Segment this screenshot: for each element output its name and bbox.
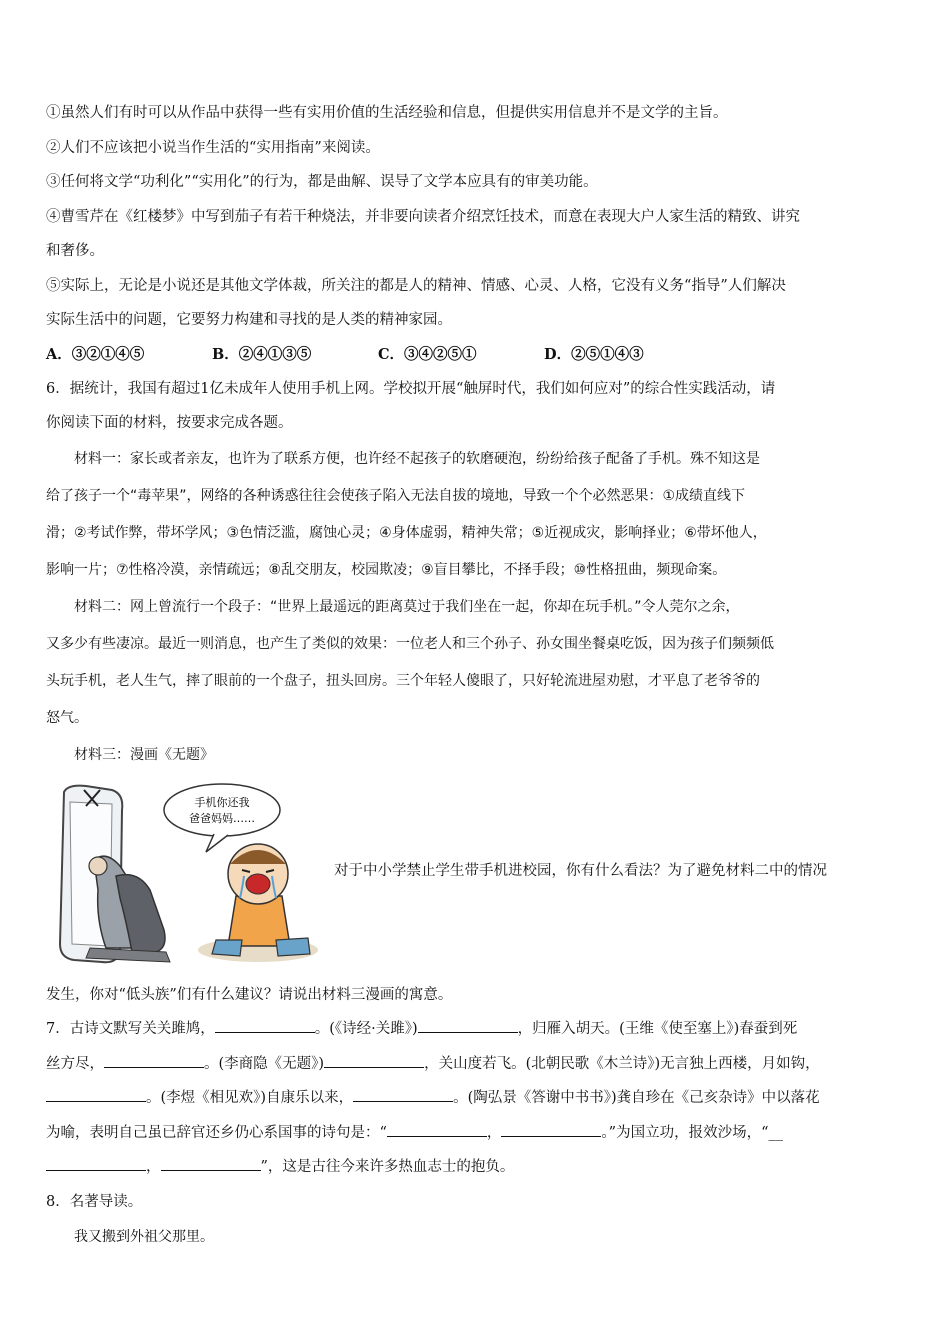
material-1-line3: 滑；②考试作弊，带坏学风；③色情泛滥，腐蚀心灵；④身体虚弱，精神失常；⑤近视成灾，影响择业；⑥带坏他人， <box>46 524 767 541</box>
blank-1[interactable] <box>215 1018 315 1033</box>
q7-text-9: 为喻，表明自己虽已辞官还乡仍心系国事的诗句是：“ <box>46 1124 387 1141</box>
comic-row <box>46 774 910 978</box>
material-2-line2: 又多少有些凄凉。最近一则消息，也产生了类似的效果：一位老人和三个孙子、孙女围坐餐桌吃饭，因为孩子们频频低 <box>46 635 774 652</box>
q7-text-12: ， <box>146 1159 161 1175</box>
q7-text-10: ， <box>486 1124 502 1141</box>
comic-illustration <box>46 780 330 972</box>
q7-text-5: 。(李商隐《无题》) <box>204 1055 325 1072</box>
statement-list <box>46 96 910 338</box>
blank-7[interactable] <box>387 1122 487 1137</box>
question-6-line1: 6．据统计，我国有超过1亿未成年人使用手机上网。学校拟开展“触屏时代，我们如何应对”的综合性实践活动，请 <box>46 380 776 397</box>
blank-5[interactable] <box>46 1087 146 1102</box>
material-1 <box>46 441 910 589</box>
blank-8[interactable] <box>501 1122 601 1137</box>
question-6-line2: 你阅读下面的材料，按要求完成各题。 <box>46 415 293 431</box>
q7-text-11: 。”为国立功，报效沙场，“__ <box>601 1124 783 1141</box>
blank-9[interactable] <box>46 1156 146 1171</box>
material-2-line1: 材料二：网上曾流行一个段子：“世界上最遥远的距离莫过于我们坐在一起，你却在玩手机。”令人莞尔之余， <box>74 598 740 615</box>
q7-text-1: 7．古诗文默写关关雎鸠， <box>46 1021 215 1037</box>
blank-10[interactable] <box>161 1156 261 1171</box>
q7-text-6: ，关山度若飞。(北朝民歌《木兰诗》)无言独上西楼，月如钩， <box>424 1055 820 1072</box>
crying-child-icon <box>198 844 318 962</box>
document-page <box>46 96 910 1256</box>
blank-6[interactable] <box>353 1087 453 1102</box>
material-2-line4: 怒气。 <box>46 709 88 726</box>
question-8-title: 8．名著导读。 <box>46 1193 143 1210</box>
q7-text-13: ”，这是古往今来许多热血志士的抱负。 <box>260 1159 515 1175</box>
material-2 <box>46 589 910 737</box>
blank-2[interactable] <box>418 1018 518 1033</box>
question-7 <box>46 1012 910 1185</box>
statement-4-cont: 和奢侈。 <box>46 243 104 259</box>
question-7-line2 <box>46 1047 910 1082</box>
blank-4[interactable] <box>324 1053 424 1068</box>
question-7-line5 <box>46 1150 910 1185</box>
q7-text-3: ，归雁入胡天。(王维《使至塞上》)春蚕到死 <box>517 1021 798 1037</box>
material-2-line3: 头玩手机，老人生气，摔了眼前的一个盘子，扭头回房。三个年轻人傻眼了，只好轮流进屋劝慰，才平息了老爷爷的 <box>46 672 760 689</box>
statement-5: ⑤实际上，无论是小说还是其他文学体裁，所关注的都是人的精神、情感、心灵、人格，它没有义务“指导”人们解决 <box>46 277 786 294</box>
question-7-line3 <box>46 1081 910 1116</box>
statement-5-cont: 实际生活中的问题，它要努力构建和寻找的是人类的精神家园。 <box>46 312 452 328</box>
statement-3: ③任何将文学“功利化”“实用化”的行为，都是曲解、误导了文学本应具有的审美功能。 <box>46 174 598 190</box>
option-a[interactable]: A．③②①④⑤ <box>46 345 145 363</box>
q7-text-4: 丝方尽， <box>46 1055 104 1072</box>
material-3-label: 材料三：漫画《无题》 <box>74 746 214 763</box>
option-b[interactable]: B．②④①③⑤ <box>212 345 312 363</box>
material-1-line2: 给了孩子一个“毒苹果”，网络的各种诱惑往往会使孩子陷入无法自拔的境地，导致一个个必然恶果：①成绩直线下 <box>46 487 746 504</box>
statement-2: ②人们不应该把小说当作生活的“实用指南”来阅读。 <box>46 139 380 156</box>
q7-text-2: 。(《诗经·关雎》) <box>314 1021 418 1037</box>
question-6-prompt-a: 对于中小学禁止学生带手机进校园，你有什么看法？为了避免材料二中的情况 <box>334 862 827 879</box>
material-1-line4: 影响一片；⑦性格冷漠，亲情疏远；⑧乱交朋友，校园欺凌；⑨盲目攀比，不择手段；⑩性格扭曲，频现命案。 <box>46 561 727 578</box>
speech-bubble <box>164 784 280 852</box>
statement-1: ①虽然人们有时可以从作品中获得一些有实用价值的生活经验和信息，但提供实用信息并不是文学的主旨。 <box>46 105 728 121</box>
question-8-text: 我又搬到外祖父那里。 <box>74 1229 214 1245</box>
blank-3[interactable] <box>104 1053 204 1068</box>
statement-4: ④曹雪芹在《红楼梦》中写到茄子有若干种烧法，并非要向读者介绍烹饪技术，而意在表现大户人家生活的精致、讲究 <box>46 208 800 225</box>
question-6-prompt-b: 发生，你对“低头族”们有什么建议？请说出材料三漫画的寓意。 <box>46 986 453 1003</box>
answer-options <box>46 338 910 372</box>
option-c[interactable]: C．③④②⑤① <box>378 345 477 363</box>
q7-text-7: 。(李煜《相见欢》)自康乐以来， <box>146 1090 354 1106</box>
question-7-line4 <box>46 1116 910 1151</box>
bubble-line-2: 爸爸妈妈…… <box>189 811 255 825</box>
q7-text-8: 。(陶弘景《答谢中书书》)龚自珍在《己亥杂诗》中以落花 <box>453 1090 820 1106</box>
material-1-line1: 材料一：家长或者亲友，也许为了联系方便，也许经不起孩子的软磨硬泡，纷纷给孩子配备了手机。殊不知这是 <box>74 450 760 467</box>
bubble-line-1: 手机你还我 <box>194 795 250 809</box>
question-7-line1 <box>46 1012 910 1047</box>
option-d[interactable]: D．②⑤①④③ <box>544 345 644 363</box>
